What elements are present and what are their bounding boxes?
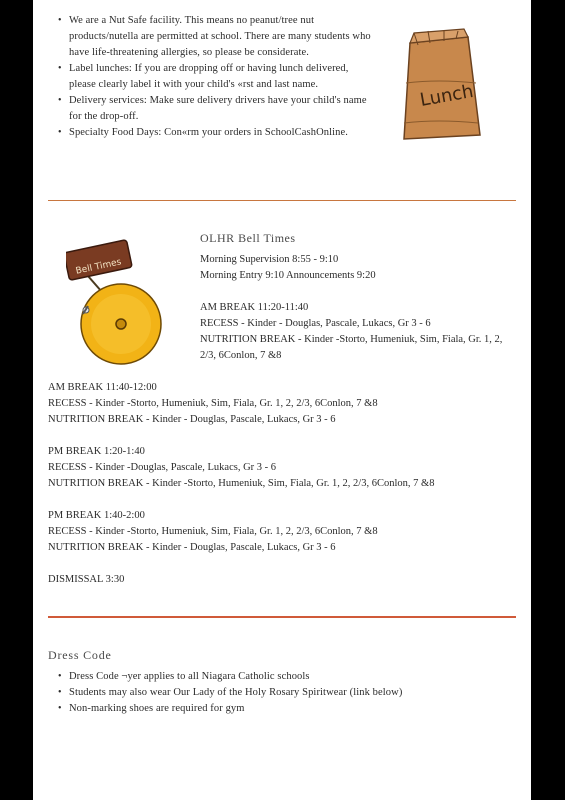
- list-item: • Dress Code ¬yer applies to all Niagara Catholic schools: [33, 669, 531, 685]
- text-line: 2/3, 6Conlon, 7 &8: [200, 350, 282, 361]
- left-page-edge: [0, 0, 33, 800]
- lunch-bag-image: [398, 23, 484, 143]
- text-line: NUTRITION BREAK - Kinder - Douglas, Pascale, Lukacs, Gr 3 - 6: [48, 414, 336, 425]
- text-line: NUTRITION BREAK - Kinder -Storto, Humeniuk, Sim, Fiala, Gr. 1, 2,: [200, 334, 503, 345]
- dress-code-list: [33, 669, 531, 717]
- nut-safe-list: [33, 13, 373, 141]
- text-line: RECESS - Kinder -Storto, Humeniuk, Sim, Fiala, Gr. 1, 2, 2/3, 6Conlon, 7 &8: [48, 526, 378, 537]
- text-line: DISMISSAL 3:30: [48, 574, 125, 585]
- list-item: • Specialty Food Days: Con«rm your orders in SchoolCashOnline.: [33, 125, 373, 141]
- newsletter-page: [33, 13, 531, 800]
- section-divider: [48, 616, 516, 618]
- bell-intro: [200, 252, 376, 284]
- bell-sign-label: Bell Times: [74, 257, 123, 277]
- am-break-first: [200, 300, 502, 364]
- text-line: NUTRITION BREAK - Kinder - Douglas, Pascale, Lukacs, Gr 3 - 6: [48, 542, 336, 553]
- text-line: RECESS - Kinder -Douglas, Pascale, Lukacs, Gr 3 - 6: [48, 462, 277, 473]
- top-edge: [33, 0, 380, 14]
- text-line: PM BREAK 1:20-1:40: [48, 446, 145, 457]
- pm-break-first: [48, 444, 434, 492]
- text-line: RECESS - Kinder - Douglas, Pascale, Lukacs, Gr 3 - 6: [200, 318, 431, 329]
- bell-image: [66, 236, 166, 366]
- dress-code-title: Dress Code: [48, 648, 112, 662]
- list-item: • Students may also wear Our Lady of the Holy Rosary Spiritwear (link below): [33, 685, 531, 701]
- dismissal: [48, 572, 124, 588]
- lunch-bag-label: Lunch: [418, 80, 476, 111]
- right-page-edge: [531, 0, 565, 800]
- bell-times-title: OLHR Bell Times: [200, 231, 296, 245]
- text-line: Morning Entry 9:10 Announcements 9:20: [200, 270, 376, 281]
- text-line: PM BREAK 1:40-2:00: [48, 510, 145, 521]
- am-break-second: [48, 380, 378, 428]
- list-item: • Non-marking shoes are required for gym: [33, 701, 531, 717]
- text-line: RECESS - Kinder -Storto, Humeniuk, Sim, Fiala, Gr. 1, 2, 2/3, 6Conlon, 7 &8: [48, 398, 378, 409]
- text-line: NUTRITION BREAK - Kinder -Storto, Humeniuk, Sim, Fiala, Gr. 1, 2, 2/3, 6Conlon, 7 &8: [48, 478, 435, 489]
- pm-break-second: [48, 508, 378, 556]
- text-line: AM BREAK 11:20-11:40: [200, 302, 309, 313]
- section-divider: [48, 200, 516, 201]
- list-item: • Delivery services: Make sure delivery drivers have your child's name for the drop-off.: [33, 93, 373, 125]
- text-line: AM BREAK 11:40-12:00: [48, 382, 157, 393]
- top-edge-right: [518, 0, 531, 14]
- list-item: • Label lunches: If you are dropping off or having lunch delivered, please clearly label it with your child's «rst and last name.: [33, 61, 373, 93]
- list-item: • We are a Nut Safe facility. This means no peanut/tree nut products/nutella are permitted at school. There are many students who have life-threatening allergies, so please be considerate.: [33, 13, 373, 61]
- text-line: Morning Supervision 8:55 - 9:10: [200, 254, 339, 265]
